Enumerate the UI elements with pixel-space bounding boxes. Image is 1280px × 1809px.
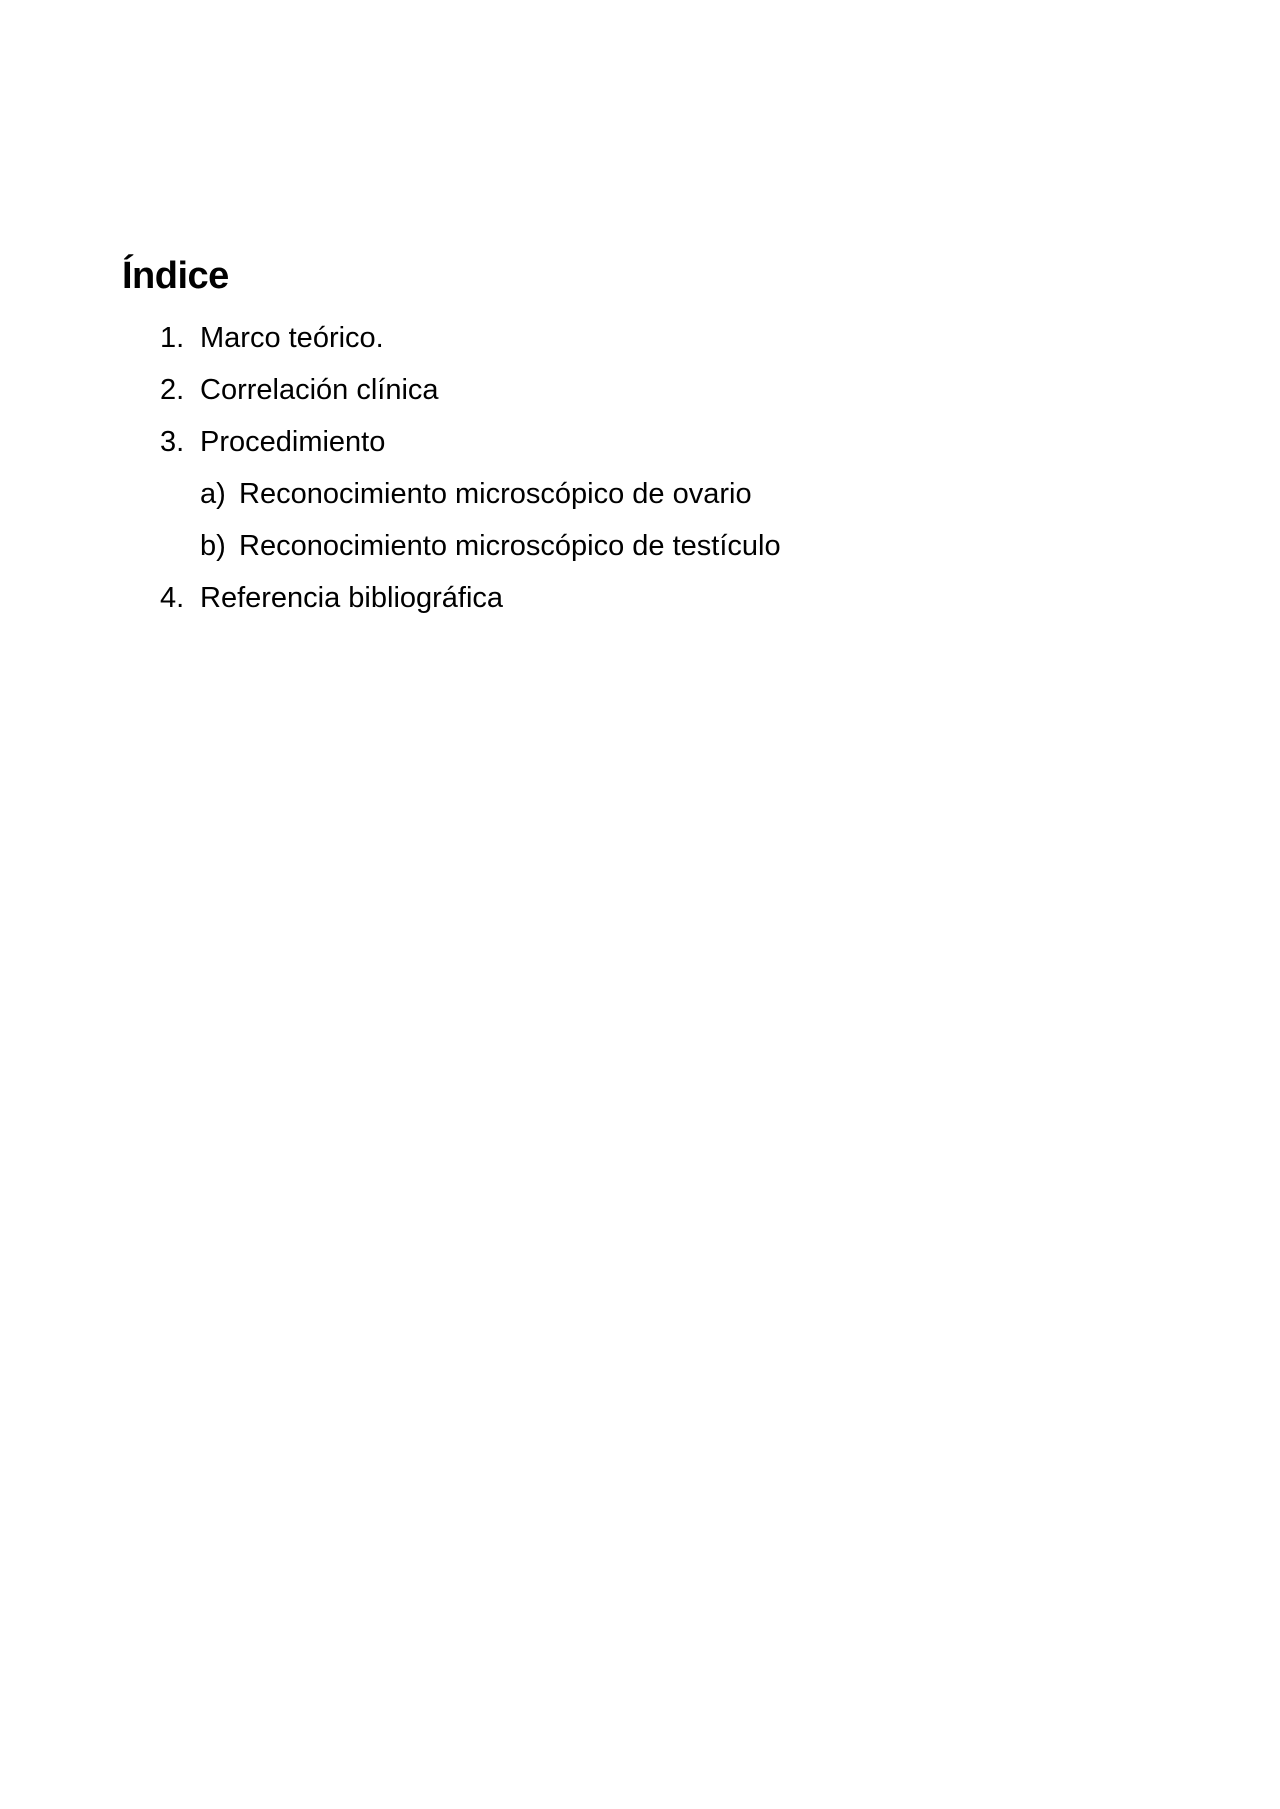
toc-item-label: Correlación clínica	[200, 374, 439, 406]
toc-item-number: 4.	[160, 582, 185, 614]
toc-subitem-label: Reconocimiento microscópico de ovario	[239, 478, 752, 510]
toc-item-label: Procedimiento	[200, 426, 386, 458]
toc-item-number: 2.	[160, 374, 185, 406]
toc-subitem-label: Reconocimiento microscópico de testículo	[239, 530, 781, 562]
toc-item-number: 1.	[160, 322, 185, 354]
toc-subitem-letter: a)	[200, 478, 226, 510]
toc-item-number: 3.	[160, 426, 185, 458]
toc-item-label: Referencia bibliográfica	[200, 582, 504, 614]
page-title: Índice	[122, 255, 229, 297]
toc-item-label: Marco teórico.	[200, 322, 384, 354]
toc-subitem-letter: b)	[200, 530, 226, 562]
